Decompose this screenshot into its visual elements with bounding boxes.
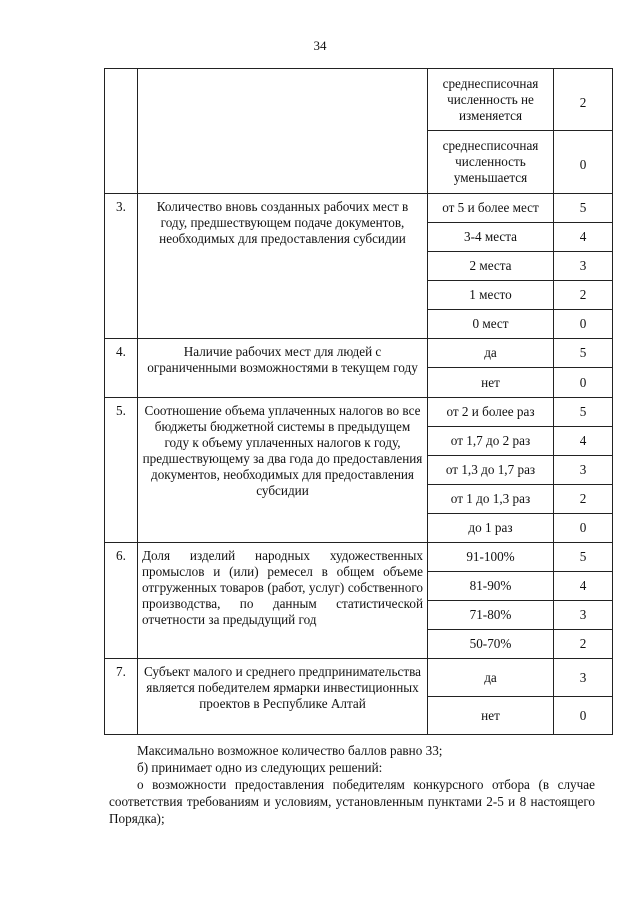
- decision-option-paragraph: о возможности предоставления победителям конкурсного отбора (в случае соответствия требованиям и условиям, установленным пунктами 2-5 и 8 настоящего Порядка);: [109, 777, 595, 826]
- option-cell: 50-70%: [428, 630, 554, 659]
- option-cell: нет: [428, 697, 554, 735]
- points-cell: 5: [554, 543, 613, 572]
- option-cell: до 1 раз: [428, 514, 554, 543]
- footer-text: [109, 742, 595, 827]
- points-cell: 5: [554, 398, 613, 427]
- table-row: [105, 69, 613, 131]
- option-cell: среднесписочная численность не изменяется: [428, 69, 554, 131]
- points-cell: 3: [554, 659, 613, 697]
- page-number: 34: [313, 38, 327, 53]
- points-cell: 5: [554, 339, 613, 368]
- option-cell: 71-80%: [428, 601, 554, 630]
- max-score-line: Максимально возможное количество баллов равно 33;: [137, 743, 443, 758]
- row-number: 7.: [105, 659, 138, 735]
- criterion-text: Наличие рабочих мест для людей с ограниченными возможностями в текущем году: [138, 339, 428, 398]
- row-number: [105, 69, 138, 194]
- table-row: [105, 543, 613, 572]
- option-cell: среднесписочная численность уменьшается: [428, 131, 554, 194]
- points-cell: 2: [554, 485, 613, 514]
- points-cell: 3: [554, 252, 613, 281]
- criterion-text: Доля изделий народных художественных промыслов и (или) ремесел в общем объеме отгруженных товаров (работ, услуг) собственного производства, по данным статистической отчетности за предыдущий год: [138, 543, 428, 659]
- row-number: 5.: [105, 398, 138, 543]
- option-cell: да: [428, 339, 554, 368]
- option-cell: нет: [428, 368, 554, 398]
- points-cell: 2: [554, 69, 613, 131]
- points-cell: 0: [554, 514, 613, 543]
- points-cell: 2: [554, 281, 613, 310]
- option-cell: 81-90%: [428, 572, 554, 601]
- points-cell: 4: [554, 572, 613, 601]
- criterion-text: Соотношение объема уплаченных налогов во все бюджеты бюджетной системы в предыдущем году к объему уплаченных налогов к году, предшествующему за два года до предоставления документов, необходимых для предоставления субсидии: [138, 398, 428, 543]
- points-cell: 4: [554, 223, 613, 252]
- decision-line: б) принимает одно из следующих решений:: [137, 760, 383, 775]
- option-cell: от 5 и более мест: [428, 194, 554, 223]
- option-cell: да: [428, 659, 554, 697]
- points-cell: 2: [554, 630, 613, 659]
- table-row: [105, 659, 613, 697]
- points-cell: 0: [554, 697, 613, 735]
- table-row: [105, 398, 613, 427]
- criterion-text: Количество вновь созданных рабочих мест в году, предшествующем подаче документов, необходимых для предоставления субсидии: [138, 194, 428, 339]
- criterion-text: [138, 69, 428, 194]
- option-cell: 0 мест: [428, 310, 554, 339]
- option-cell: 2 места: [428, 252, 554, 281]
- points-cell: 0: [554, 368, 613, 398]
- points-cell: 5: [554, 194, 613, 223]
- points-cell: 0: [554, 131, 613, 194]
- points-cell: 3: [554, 456, 613, 485]
- option-cell: 3-4 места: [428, 223, 554, 252]
- row-number: 6.: [105, 543, 138, 659]
- row-number: 4.: [105, 339, 138, 398]
- table-row: [105, 339, 613, 368]
- table-row: [105, 194, 613, 223]
- option-cell: 1 место: [428, 281, 554, 310]
- criterion-text: Субъект малого и среднего предпринимательства является победителем ярмарки инвестиционных проектов в Республике Алтай: [138, 659, 428, 735]
- option-cell: 91-100%: [428, 543, 554, 572]
- option-cell: от 1 до 1,3 раз: [428, 485, 554, 514]
- points-cell: 3: [554, 601, 613, 630]
- row-number: 3.: [105, 194, 138, 339]
- points-cell: 0: [554, 310, 613, 339]
- points-cell: 4: [554, 427, 613, 456]
- option-cell: от 1,3 до 1,7 раз: [428, 456, 554, 485]
- option-cell: от 2 и более раз: [428, 398, 554, 427]
- criteria-table: [104, 68, 613, 735]
- option-cell: от 1,7 до 2 раз: [428, 427, 554, 456]
